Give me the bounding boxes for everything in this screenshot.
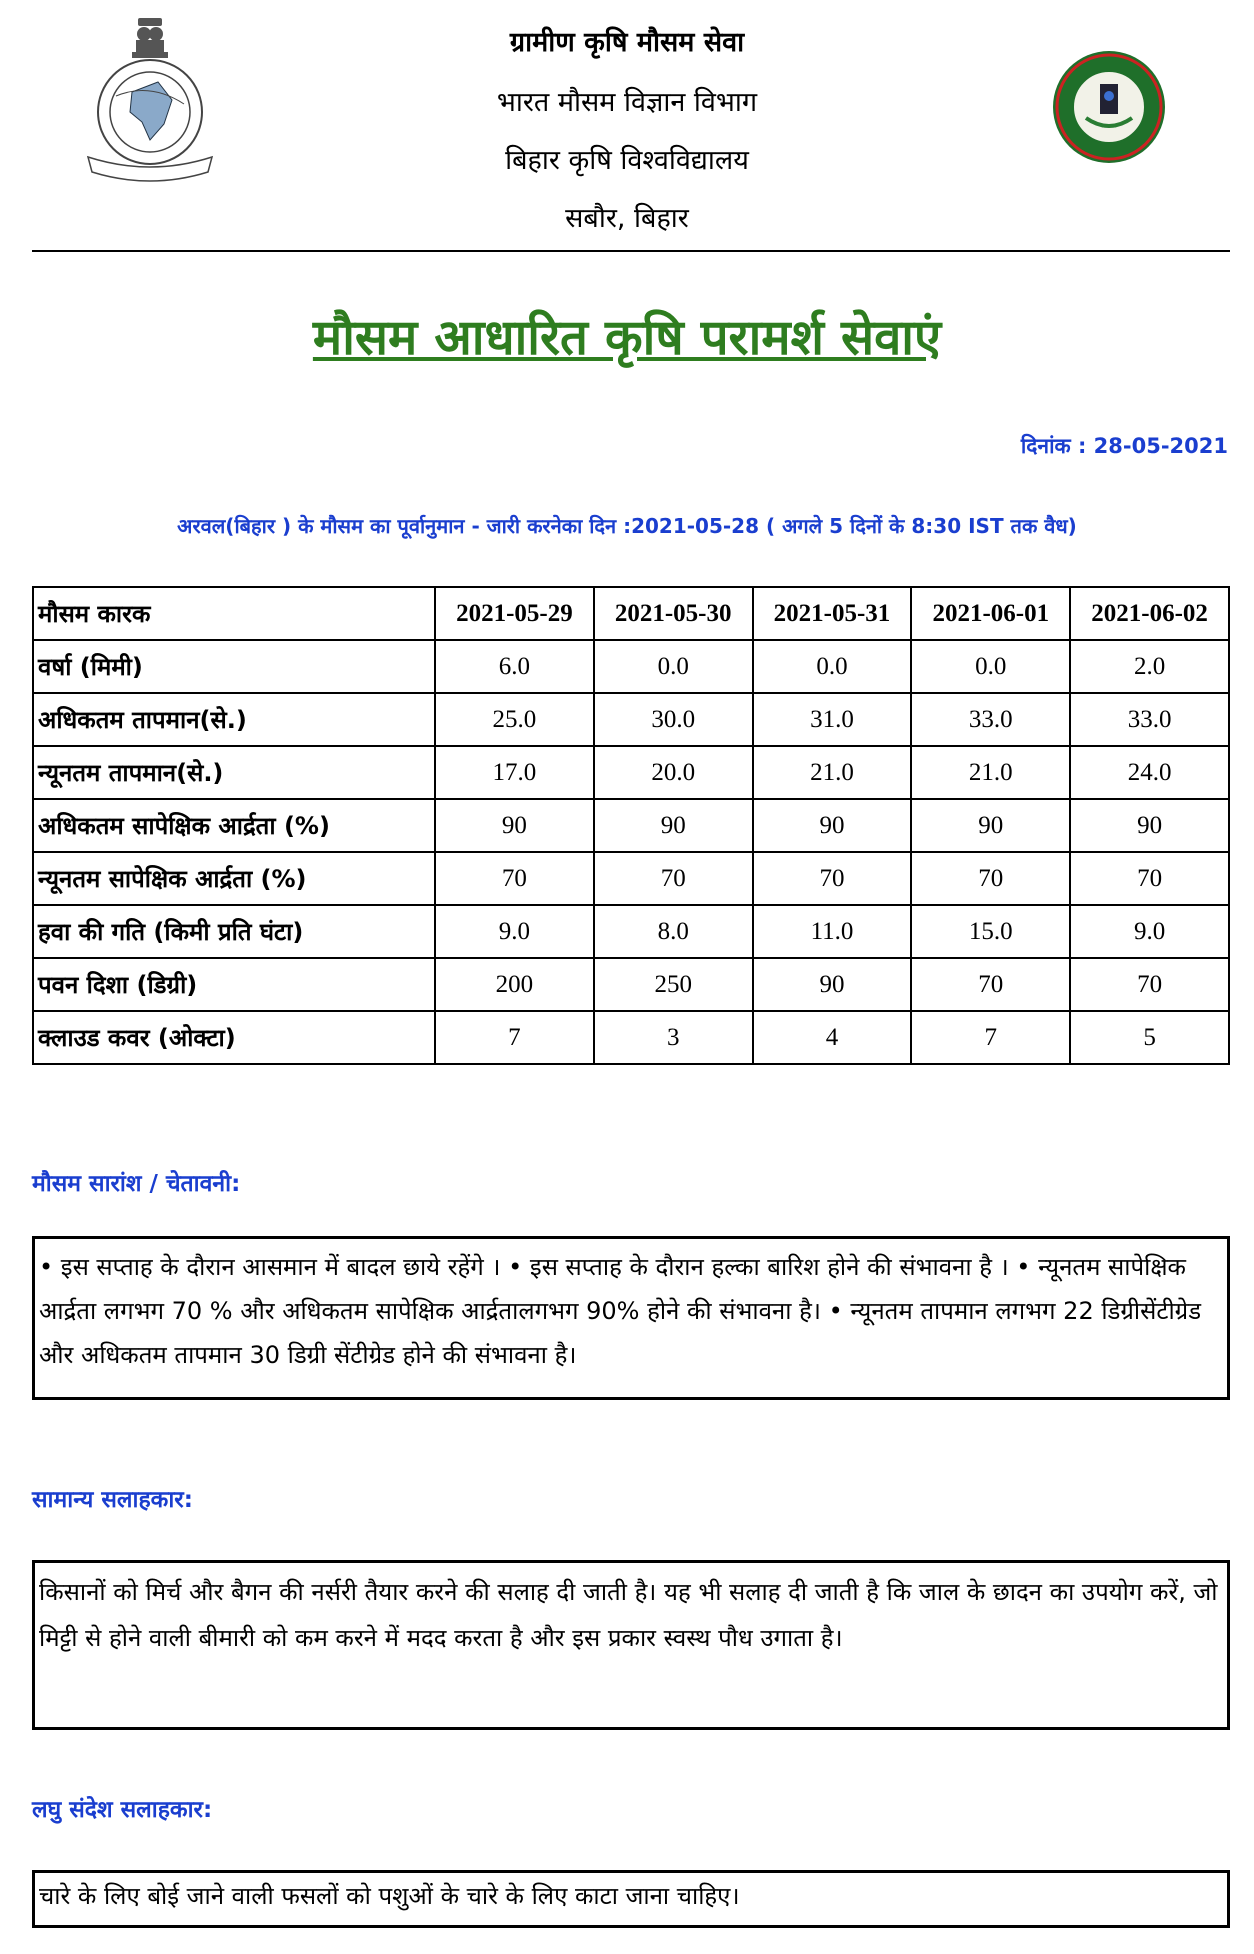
university-name: बिहार कृषि विश्वविद्यालय [505,145,749,176]
table-cell: 90 [435,799,594,852]
column-header: 2021-05-29 [435,587,594,640]
weather-forecast-table [32,586,1230,1065]
table-cell: 25.0 [435,693,594,746]
table-cell: 3 [594,1011,753,1064]
sms-advice-heading: लघु संदेश सलाहकार: [32,1797,213,1823]
table-cell: 70 [911,852,1070,905]
table-row [33,905,1229,958]
table-cell: 2.0 [1070,640,1229,693]
table-cell: 33.0 [911,693,1070,746]
table-cell: 7 [911,1011,1070,1064]
table-cell: 90 [594,799,753,852]
table-row [33,746,1229,799]
table-cell: 33.0 [1070,693,1229,746]
row-label: अधिकतम तापमान(से.) [33,693,435,746]
table-cell: 24.0 [1070,746,1229,799]
table-cell: 70 [1070,852,1229,905]
general-advice-heading: सामान्य सलाहकार: [32,1487,193,1513]
table-cell: 90 [1070,799,1229,852]
row-label: क्लाउड कवर (ओक्टा) [33,1011,435,1064]
table-cell: 15.0 [911,905,1070,958]
table-cell: 30.0 [594,693,753,746]
column-header: 2021-05-31 [753,587,912,640]
table-cell: 70 [435,852,594,905]
table-cell: 0.0 [594,640,753,693]
table-cell: 17.0 [435,746,594,799]
table-cell: 9.0 [1070,905,1229,958]
page-header [0,0,1254,250]
org-name: ग्रामीण कृषि मौसम सेवा [509,27,745,58]
row-label: पवन दिशा (डिग्री) [33,958,435,1011]
table-cell: 0.0 [911,640,1070,693]
table-cell: 8.0 [594,905,753,958]
table-cell: 90 [911,799,1070,852]
table-cell: 200 [435,958,594,1011]
table-row [33,693,1229,746]
column-header: 2021-05-30 [594,587,753,640]
column-header: 2021-06-01 [911,587,1070,640]
header-divider [32,250,1230,252]
row-label: अधिकतम सापेक्षिक आर्द्रता (%) [33,799,435,852]
table-cell: 250 [594,958,753,1011]
table-cell: 70 [594,852,753,905]
table-header-row [33,587,1229,640]
row-label: हवा की गति (किमी प्रति घंटा) [33,905,435,958]
page-title: मौसम आधारित कृषि परामर्श सेवाएं [312,309,942,366]
table-cell: 21.0 [753,746,912,799]
row-label: न्यूनतम तापमान(से.) [33,746,435,799]
table-cell: 0.0 [753,640,912,693]
table-cell: 90 [753,958,912,1011]
general-advice-box: किसानों को मिर्च और बैगन की नर्सरी तैयार करने की सलाह दी जाती है। यह भी सलाह दी जाती है कि जाल के छादन का उपयोग करें, जो मिट्टी से होने वाली बीमारी को कम करने में मदद करता है और इस प्रकार स्वस्थ पौध उगाता है। [32,1560,1230,1730]
table-cell: 70 [753,852,912,905]
table-cell: 20.0 [594,746,753,799]
row-label: वर्षा (मिमी) [33,640,435,693]
table-cell: 21.0 [911,746,1070,799]
table-row [33,958,1229,1011]
table-cell: 5 [1070,1011,1229,1064]
table-row [33,640,1229,693]
issue-date: दिनांक : 28-05-2021 [1020,434,1228,458]
table-cell: 6.0 [435,640,594,693]
column-header: मौसम कारक [33,587,435,640]
table-row [33,852,1229,905]
table-cell: 70 [911,958,1070,1011]
bau-seal-logo [1050,48,1168,166]
table-cell: 9.0 [435,905,594,958]
table-cell: 70 [1070,958,1229,1011]
department-name: भारत मौसम विज्ञान विभाग [496,87,758,118]
column-header: 2021-06-02 [1070,587,1229,640]
location-name: सबौर, बिहार [565,203,689,234]
table-cell: 90 [753,799,912,852]
summary-heading: मौसम सारांश / चेतावनी: [32,1171,241,1197]
forecast-heading: अरवल(बिहार ) के मौसम का पूर्वानुमान - जारी करनेका दिन :2021-05-28 ( अगले 5 दिनों के 8:30 IST तक वैध) [177,514,1077,538]
table-row [33,799,1229,852]
row-label: न्यूनतम सापेक्षिक आर्द्रता (%) [33,852,435,905]
table-cell: 7 [435,1011,594,1064]
table-cell: 31.0 [753,693,912,746]
table-cell: 11.0 [753,905,912,958]
summary-text-box: • इस सप्ताह के दौरान आसमान में बादल छाये रहेंगे । • इस सप्ताह के दौरान हल्का बारिश होने की संभावना है । • न्यूनतम सापेक्षिक आर्द्रता लगभग 70 % और अधिकतम सापेक्षिक आर्द्रतालगभग 90% होने की संभावना है। • न्यूनतम तापमान लगभग 22 डिग्रीसेंटीग्रेड और अधिकतम तापमान 30 डिग्री सेंटीग्रेड होने की संभावना है। [32,1236,1230,1400]
table-row [33,1011,1229,1064]
table-cell: 4 [753,1011,912,1064]
sms-advice-box: चारे के लिए बोई जाने वाली फसलों को पशुओं के चारे के लिए काटा जाना चाहिए। [32,1870,1230,1928]
